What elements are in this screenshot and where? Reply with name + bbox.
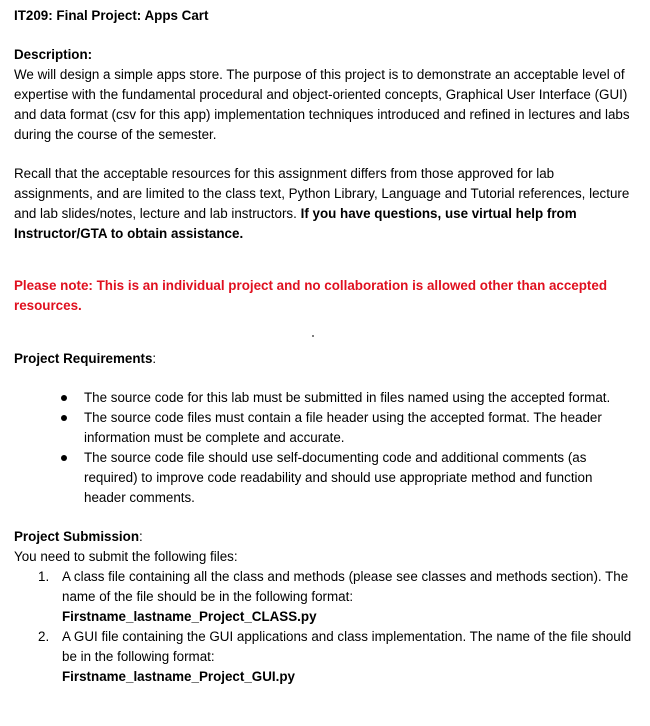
bullet-icon [61, 415, 67, 421]
resources-help-text: If you have questions, use virtual help from Instructor/GTA to obtain assistance. [14, 206, 577, 241]
document-title: IT209: Final Project: Apps Cart [14, 8, 209, 23]
requirement-text: The source code for this lab must be submitted in files named using the accepted format. [84, 389, 611, 405]
requirements-colon: : [152, 350, 157, 366]
bullet-icon [61, 395, 67, 401]
requirements-heading [14, 349, 636, 369]
description-paragraph: We will design a simple apps store. The purpose of this project is to demonstrate an acceptable level of expertise with the fundamental procedural and object-oriented concepts, Graphical User Interface (GUI) and data format (csv for this app) implementation techniques introduced and refined in lectures and labs during the course of the semester. [14, 67, 630, 142]
submission-heading [14, 527, 636, 547]
requirement-text: The source code files must contain a file header using the accepted format. The header information must be complete and accurate. [84, 409, 602, 445]
submission-intro: You need to submit the following files: [14, 548, 238, 564]
submission-file-item [38, 627, 636, 687]
list-number: 2. [38, 628, 50, 644]
description-heading: Description: [14, 47, 93, 62]
requirement-item [84, 388, 636, 408]
file-description: A class file containing all the class and methods (please see classes and methods section). The name of the file should be in the following format: [62, 568, 629, 604]
resources-text: Recall that the acceptable resources for this assignment differs from those approved for lab assignments, and are limited to the class text, Python Library, Language and Tutorial references, lecture and lab slides/notes, lecture and lab instructors. [14, 166, 630, 221]
requirements-label: Project Requirements [14, 350, 153, 366]
bullet-icon [61, 455, 67, 461]
requirement-item [84, 448, 636, 508]
submission-colon: : [139, 528, 143, 544]
requirement-text: The source code file should use self-documenting code and additional comments (as required) to improve code readability and should use appropriate method and function header comments. [84, 449, 593, 505]
list-number: 1. [38, 568, 50, 584]
file-description: A GUI file containing the GUI applications and class implementation. The name of the file should be in the following format: [62, 628, 632, 664]
submission-label: Project Submission [14, 528, 140, 544]
file-name: Firstname_lastname_Project_GUI.py [62, 668, 295, 684]
stray-dot [312, 335, 314, 337]
requirements-list [14, 388, 636, 508]
collaboration-note: Please note: This is an individual project and no collaboration is allowed other than accepted resources. [14, 278, 608, 314]
requirement-item [84, 408, 636, 448]
file-name: Firstname_lastname_Project_CLASS.py [62, 608, 317, 624]
submission-files-list [14, 567, 636, 687]
resources-paragraph [14, 164, 636, 244]
submission-file-item [38, 567, 636, 627]
